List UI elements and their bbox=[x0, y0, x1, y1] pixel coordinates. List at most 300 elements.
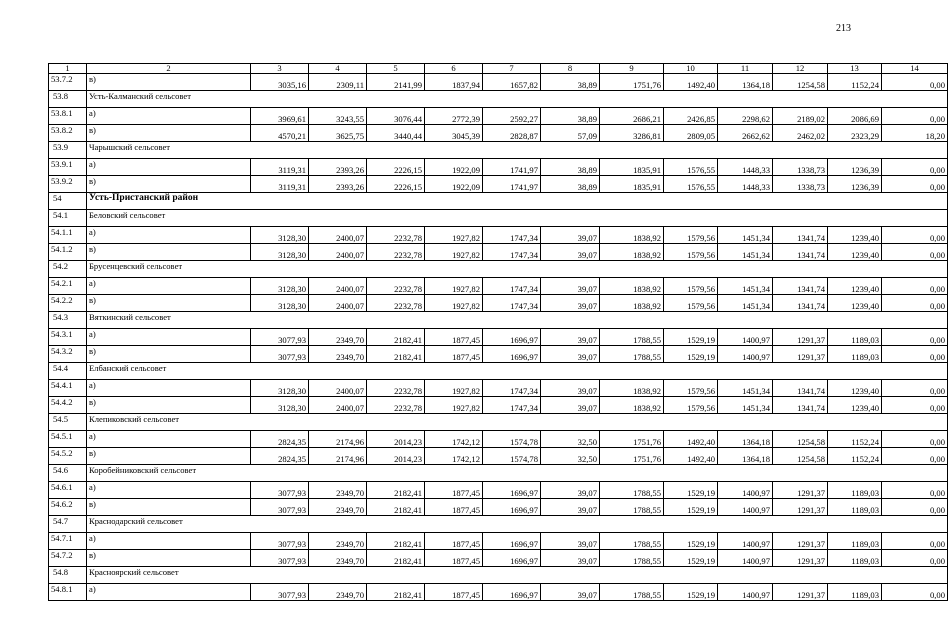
section-row bbox=[49, 363, 948, 380]
value-cell: 0,00 bbox=[882, 584, 948, 601]
value-cell: 39,07 bbox=[541, 329, 600, 346]
value-cell: 1835,91 bbox=[600, 176, 664, 193]
value-cell: 39,07 bbox=[541, 244, 600, 261]
value-cell: 1927,82 bbox=[425, 380, 483, 397]
row-code: 54.3.1 bbox=[49, 329, 87, 346]
value-cell: 1742,12 bbox=[425, 431, 483, 448]
value-cell: 3128,30 bbox=[251, 244, 309, 261]
value-cell: 1189,03 bbox=[828, 329, 882, 346]
value-cell: 3045,39 bbox=[425, 125, 483, 142]
value-cell: 2189,02 bbox=[773, 108, 828, 125]
value-cell: 1838,92 bbox=[600, 227, 664, 244]
value-cell: 2349,70 bbox=[309, 584, 367, 601]
district-title: Усть-Пристанский район bbox=[87, 193, 948, 210]
row-code: 54.1.1 bbox=[49, 227, 87, 244]
value-cell: 3128,30 bbox=[251, 397, 309, 414]
value-cell: 3128,30 bbox=[251, 278, 309, 295]
value-cell: 3035,16 bbox=[251, 74, 309, 91]
row-code: 54.2.2 bbox=[49, 295, 87, 312]
value-cell: 1341,74 bbox=[773, 380, 828, 397]
value-cell: 1788,55 bbox=[600, 499, 664, 516]
value-cell: 1838,92 bbox=[600, 244, 664, 261]
value-cell: 1579,56 bbox=[664, 295, 718, 312]
value-cell: 0,00 bbox=[882, 244, 948, 261]
value-cell: 1574,78 bbox=[483, 448, 541, 465]
value-cell: 2426,85 bbox=[664, 108, 718, 125]
table-row bbox=[49, 176, 948, 193]
value-cell: 1291,37 bbox=[773, 329, 828, 346]
row-label: в) bbox=[87, 74, 251, 91]
value-cell: 18,20 bbox=[882, 125, 948, 142]
value-cell: 1400,97 bbox=[718, 499, 773, 516]
value-cell: 3077,93 bbox=[251, 533, 309, 550]
row-code: 54.5.1 bbox=[49, 431, 87, 448]
value-cell: 39,07 bbox=[541, 550, 600, 567]
value-cell: 1152,24 bbox=[828, 448, 882, 465]
value-cell: 1927,82 bbox=[425, 397, 483, 414]
row-label: а) bbox=[87, 584, 251, 601]
row-code: 54.7.1 bbox=[49, 533, 87, 550]
row-code: 54.6 bbox=[49, 465, 87, 482]
value-cell: 1400,97 bbox=[718, 550, 773, 567]
value-cell: 1579,56 bbox=[664, 227, 718, 244]
value-cell: 2686,21 bbox=[600, 108, 664, 125]
value-cell: 0,00 bbox=[882, 329, 948, 346]
table-row bbox=[49, 431, 948, 448]
value-cell: 0,00 bbox=[882, 346, 948, 363]
row-code: 54.6.1 bbox=[49, 482, 87, 499]
value-cell: 0,00 bbox=[882, 176, 948, 193]
value-cell: 1291,37 bbox=[773, 482, 828, 499]
table-row bbox=[49, 584, 948, 601]
value-cell: 1529,19 bbox=[664, 329, 718, 346]
value-cell: 1400,97 bbox=[718, 533, 773, 550]
row-code: 54.6.2 bbox=[49, 499, 87, 516]
value-cell: 1451,34 bbox=[718, 244, 773, 261]
value-cell: 0,00 bbox=[882, 74, 948, 91]
value-cell: 2828,87 bbox=[483, 125, 541, 142]
value-cell: 39,07 bbox=[541, 482, 600, 499]
value-cell: 1838,92 bbox=[600, 278, 664, 295]
table-row bbox=[49, 550, 948, 567]
row-code: 54.4.2 bbox=[49, 397, 87, 414]
value-cell: 1579,56 bbox=[664, 380, 718, 397]
section-title: Краснодарский сельсовет bbox=[87, 516, 948, 533]
row-label: в) bbox=[87, 346, 251, 363]
value-cell: 39,07 bbox=[541, 533, 600, 550]
value-cell: 1451,34 bbox=[718, 227, 773, 244]
value-cell: 1696,97 bbox=[483, 584, 541, 601]
value-cell: 1451,34 bbox=[718, 278, 773, 295]
row-label: а) bbox=[87, 159, 251, 176]
value-cell: 1451,34 bbox=[718, 380, 773, 397]
value-cell: 1189,03 bbox=[828, 550, 882, 567]
value-cell: 1529,19 bbox=[664, 533, 718, 550]
value-cell: 2400,07 bbox=[309, 380, 367, 397]
value-cell: 1877,45 bbox=[425, 533, 483, 550]
value-cell: 2298,62 bbox=[718, 108, 773, 125]
row-label: а) bbox=[87, 227, 251, 244]
value-cell: 2174,96 bbox=[309, 448, 367, 465]
value-cell: 0,00 bbox=[882, 533, 948, 550]
value-cell: 2232,78 bbox=[367, 244, 425, 261]
table-row bbox=[49, 244, 948, 261]
section-title: Вяткинский сельсовет bbox=[87, 312, 948, 329]
value-cell: 1341,74 bbox=[773, 397, 828, 414]
value-cell: 3128,30 bbox=[251, 227, 309, 244]
value-cell: 0,00 bbox=[882, 380, 948, 397]
value-cell: 2400,07 bbox=[309, 397, 367, 414]
value-cell: 2662,62 bbox=[718, 125, 773, 142]
value-cell: 1400,97 bbox=[718, 584, 773, 601]
value-cell: 3969,61 bbox=[251, 108, 309, 125]
column-header: 13 bbox=[828, 64, 882, 74]
value-cell: 1747,34 bbox=[483, 380, 541, 397]
value-cell: 1254,58 bbox=[773, 74, 828, 91]
value-cell: 1742,12 bbox=[425, 448, 483, 465]
value-cell: 1579,56 bbox=[664, 278, 718, 295]
value-cell: 1239,40 bbox=[828, 278, 882, 295]
column-header: 7 bbox=[483, 64, 541, 74]
tariff-table bbox=[48, 63, 948, 601]
column-header: 2 bbox=[87, 64, 251, 74]
value-cell: 2014,23 bbox=[367, 448, 425, 465]
value-cell: 1400,97 bbox=[718, 329, 773, 346]
section-row bbox=[49, 414, 948, 431]
section-row bbox=[49, 312, 948, 329]
value-cell: 2824,35 bbox=[251, 448, 309, 465]
row-label: в) bbox=[87, 176, 251, 193]
value-cell: 2226,15 bbox=[367, 176, 425, 193]
value-cell: 3128,30 bbox=[251, 295, 309, 312]
column-header: 11 bbox=[718, 64, 773, 74]
value-cell: 39,07 bbox=[541, 380, 600, 397]
value-cell: 2232,78 bbox=[367, 397, 425, 414]
value-cell: 2809,05 bbox=[664, 125, 718, 142]
row-label: а) bbox=[87, 278, 251, 295]
value-cell: 0,00 bbox=[882, 159, 948, 176]
value-cell: 1492,40 bbox=[664, 448, 718, 465]
header-row bbox=[49, 64, 948, 74]
value-cell: 1576,55 bbox=[664, 159, 718, 176]
value-cell: 3119,31 bbox=[251, 176, 309, 193]
value-cell: 3077,93 bbox=[251, 329, 309, 346]
value-cell: 2232,78 bbox=[367, 227, 425, 244]
value-cell: 1189,03 bbox=[828, 584, 882, 601]
row-code: 54.1 bbox=[49, 210, 87, 227]
value-cell: 1788,55 bbox=[600, 346, 664, 363]
value-cell: 1189,03 bbox=[828, 499, 882, 516]
value-cell: 1529,19 bbox=[664, 584, 718, 601]
row-code: 54.7 bbox=[49, 516, 87, 533]
value-cell: 2174,96 bbox=[309, 431, 367, 448]
value-cell: 1529,19 bbox=[664, 346, 718, 363]
section-title: Коробейниковский сельсовет bbox=[87, 465, 948, 482]
value-cell: 2400,07 bbox=[309, 278, 367, 295]
value-cell: 0,00 bbox=[882, 108, 948, 125]
value-cell: 2400,07 bbox=[309, 244, 367, 261]
value-cell: 0,00 bbox=[882, 227, 948, 244]
table-row bbox=[49, 295, 948, 312]
value-cell: 1696,97 bbox=[483, 533, 541, 550]
value-cell: 1254,58 bbox=[773, 448, 828, 465]
value-cell: 1877,45 bbox=[425, 329, 483, 346]
value-cell: 1451,34 bbox=[718, 397, 773, 414]
value-cell: 1788,55 bbox=[600, 550, 664, 567]
value-cell: 0,00 bbox=[882, 482, 948, 499]
value-cell: 2309,11 bbox=[309, 74, 367, 91]
value-cell: 1922,09 bbox=[425, 176, 483, 193]
table-row bbox=[49, 397, 948, 414]
value-cell: 39,07 bbox=[541, 278, 600, 295]
value-cell: 1747,34 bbox=[483, 278, 541, 295]
value-cell: 32,50 bbox=[541, 431, 600, 448]
value-cell: 3128,30 bbox=[251, 380, 309, 397]
value-cell: 2182,41 bbox=[367, 550, 425, 567]
value-cell: 1189,03 bbox=[828, 346, 882, 363]
row-label: в) bbox=[87, 295, 251, 312]
row-label: а) bbox=[87, 380, 251, 397]
value-cell: 1696,97 bbox=[483, 346, 541, 363]
value-cell: 2349,70 bbox=[309, 499, 367, 516]
section-row bbox=[49, 91, 948, 108]
section-title: Елбанский сельсовет bbox=[87, 363, 948, 380]
row-label: а) bbox=[87, 533, 251, 550]
row-code: 53.9.2 bbox=[49, 176, 87, 193]
table-row bbox=[49, 482, 948, 499]
section-row bbox=[49, 465, 948, 482]
row-label: в) bbox=[87, 499, 251, 516]
value-cell: 1341,74 bbox=[773, 278, 828, 295]
table-row bbox=[49, 499, 948, 516]
column-header: 1 bbox=[49, 64, 87, 74]
value-cell: 38,89 bbox=[541, 176, 600, 193]
row-code: 54.4 bbox=[49, 363, 87, 380]
value-cell: 2141,99 bbox=[367, 74, 425, 91]
value-cell: 1239,40 bbox=[828, 244, 882, 261]
value-cell: 1657,82 bbox=[483, 74, 541, 91]
row-code: 53.8 bbox=[49, 91, 87, 108]
column-header: 10 bbox=[664, 64, 718, 74]
value-cell: 1741,97 bbox=[483, 159, 541, 176]
value-cell: 1236,39 bbox=[828, 176, 882, 193]
row-code: 53.8.2 bbox=[49, 125, 87, 142]
section-title: Чарышский сельсовет bbox=[87, 142, 948, 159]
value-cell: 1341,74 bbox=[773, 295, 828, 312]
row-code: 53.7.2 bbox=[49, 74, 87, 91]
value-cell: 2824,35 bbox=[251, 431, 309, 448]
value-cell: 1788,55 bbox=[600, 533, 664, 550]
section-row bbox=[49, 142, 948, 159]
value-cell: 0,00 bbox=[882, 397, 948, 414]
row-code: 54.2.1 bbox=[49, 278, 87, 295]
value-cell: 1152,24 bbox=[828, 74, 882, 91]
value-cell: 0,00 bbox=[882, 278, 948, 295]
value-cell: 3077,93 bbox=[251, 482, 309, 499]
value-cell: 32,50 bbox=[541, 448, 600, 465]
value-cell: 2014,23 bbox=[367, 431, 425, 448]
value-cell: 1338,73 bbox=[773, 159, 828, 176]
value-cell: 39,07 bbox=[541, 227, 600, 244]
value-cell: 1291,37 bbox=[773, 346, 828, 363]
value-cell: 1579,56 bbox=[664, 397, 718, 414]
value-cell: 1254,58 bbox=[773, 431, 828, 448]
value-cell: 39,07 bbox=[541, 499, 600, 516]
value-cell: 1152,24 bbox=[828, 431, 882, 448]
value-cell: 1696,97 bbox=[483, 499, 541, 516]
value-cell: 1492,40 bbox=[664, 431, 718, 448]
value-cell: 3077,93 bbox=[251, 584, 309, 601]
table-row bbox=[49, 278, 948, 295]
value-cell: 0,00 bbox=[882, 499, 948, 516]
value-cell: 38,89 bbox=[541, 108, 600, 125]
value-cell: 1788,55 bbox=[600, 482, 664, 499]
value-cell: 1877,45 bbox=[425, 482, 483, 499]
value-cell: 1579,56 bbox=[664, 244, 718, 261]
column-header: 12 bbox=[773, 64, 828, 74]
value-cell: 2182,41 bbox=[367, 584, 425, 601]
value-cell: 39,07 bbox=[541, 295, 600, 312]
page-number: 213 bbox=[836, 23, 851, 34]
value-cell: 1364,18 bbox=[718, 448, 773, 465]
value-cell: 1291,37 bbox=[773, 550, 828, 567]
value-cell: 39,07 bbox=[541, 397, 600, 414]
value-cell: 57,09 bbox=[541, 125, 600, 142]
value-cell: 1788,55 bbox=[600, 584, 664, 601]
value-cell: 1751,76 bbox=[600, 431, 664, 448]
column-header: 4 bbox=[309, 64, 367, 74]
value-cell: 1696,97 bbox=[483, 550, 541, 567]
section-title: Усть-Калманский сельсовет bbox=[87, 91, 948, 108]
value-cell: 2232,78 bbox=[367, 380, 425, 397]
value-cell: 1835,91 bbox=[600, 159, 664, 176]
row-label: а) bbox=[87, 329, 251, 346]
value-cell: 1189,03 bbox=[828, 533, 882, 550]
row-code: 54 bbox=[49, 193, 87, 210]
section-title: Клепиковский сельсовет bbox=[87, 414, 948, 431]
value-cell: 1291,37 bbox=[773, 584, 828, 601]
value-cell: 1364,18 bbox=[718, 431, 773, 448]
value-cell: 3119,31 bbox=[251, 159, 309, 176]
value-cell: 1448,33 bbox=[718, 159, 773, 176]
value-cell: 1788,55 bbox=[600, 329, 664, 346]
value-cell: 2393,26 bbox=[309, 159, 367, 176]
row-code: 54.5 bbox=[49, 414, 87, 431]
value-cell: 1529,19 bbox=[664, 550, 718, 567]
value-cell: 1838,92 bbox=[600, 295, 664, 312]
value-cell: 1877,45 bbox=[425, 584, 483, 601]
value-cell: 1741,97 bbox=[483, 176, 541, 193]
row-code: 54.7.2 bbox=[49, 550, 87, 567]
value-cell: 2182,41 bbox=[367, 329, 425, 346]
section-row bbox=[49, 210, 948, 227]
value-cell: 1291,37 bbox=[773, 499, 828, 516]
value-cell: 1574,78 bbox=[483, 431, 541, 448]
value-cell: 0,00 bbox=[882, 448, 948, 465]
row-code: 54.4.1 bbox=[49, 380, 87, 397]
value-cell: 1239,40 bbox=[828, 397, 882, 414]
value-cell: 1927,82 bbox=[425, 227, 483, 244]
value-cell: 1189,03 bbox=[828, 482, 882, 499]
table-row bbox=[49, 159, 948, 176]
row-code: 53.9 bbox=[49, 142, 87, 159]
value-cell: 39,07 bbox=[541, 584, 600, 601]
column-header: 6 bbox=[425, 64, 483, 74]
row-label: в) bbox=[87, 448, 251, 465]
value-cell: 1927,82 bbox=[425, 278, 483, 295]
value-cell: 1747,34 bbox=[483, 244, 541, 261]
value-cell: 1364,18 bbox=[718, 74, 773, 91]
column-header: 8 bbox=[541, 64, 600, 74]
row-code: 53.8.1 bbox=[49, 108, 87, 125]
value-cell: 2232,78 bbox=[367, 278, 425, 295]
value-cell: 2772,39 bbox=[425, 108, 483, 125]
value-cell: 1927,82 bbox=[425, 295, 483, 312]
value-cell: 1239,40 bbox=[828, 227, 882, 244]
row-code: 54.8 bbox=[49, 567, 87, 584]
value-cell: 2349,70 bbox=[309, 482, 367, 499]
value-cell: 2400,07 bbox=[309, 227, 367, 244]
value-cell: 2393,26 bbox=[309, 176, 367, 193]
value-cell: 3625,75 bbox=[309, 125, 367, 142]
value-cell: 1837,94 bbox=[425, 74, 483, 91]
row-label: в) bbox=[87, 125, 251, 142]
value-cell: 2400,07 bbox=[309, 295, 367, 312]
table-body bbox=[49, 64, 948, 601]
table-row bbox=[49, 108, 948, 125]
value-cell: 3243,55 bbox=[309, 108, 367, 125]
row-code: 54.5.2 bbox=[49, 448, 87, 465]
value-cell: 1529,19 bbox=[664, 499, 718, 516]
row-code: 54.8.1 bbox=[49, 584, 87, 601]
section-title: Беловский сельсовет bbox=[87, 210, 948, 227]
value-cell: 1341,74 bbox=[773, 244, 828, 261]
section-title: Брусенцевский сельсовет bbox=[87, 261, 948, 278]
value-cell: 3440,44 bbox=[367, 125, 425, 142]
section-row bbox=[49, 567, 948, 584]
row-label: в) bbox=[87, 397, 251, 414]
value-cell: 2086,69 bbox=[828, 108, 882, 125]
table-row bbox=[49, 125, 948, 142]
value-cell: 1492,40 bbox=[664, 74, 718, 91]
value-cell: 1747,34 bbox=[483, 227, 541, 244]
value-cell: 3077,93 bbox=[251, 499, 309, 516]
value-cell: 1747,34 bbox=[483, 295, 541, 312]
value-cell: 39,07 bbox=[541, 346, 600, 363]
value-cell: 1236,39 bbox=[828, 159, 882, 176]
value-cell: 1877,45 bbox=[425, 346, 483, 363]
value-cell: 1400,97 bbox=[718, 482, 773, 499]
table-row bbox=[49, 346, 948, 363]
table-row bbox=[49, 74, 948, 91]
value-cell: 1291,37 bbox=[773, 533, 828, 550]
value-cell: 1751,76 bbox=[600, 448, 664, 465]
row-code: 53.9.1 bbox=[49, 159, 87, 176]
value-cell: 1751,76 bbox=[600, 74, 664, 91]
value-cell: 0,00 bbox=[882, 431, 948, 448]
value-cell: 2323,29 bbox=[828, 125, 882, 142]
value-cell: 3077,93 bbox=[251, 550, 309, 567]
value-cell: 38,89 bbox=[541, 74, 600, 91]
value-cell: 1877,45 bbox=[425, 550, 483, 567]
table-row bbox=[49, 533, 948, 550]
row-label: в) bbox=[87, 550, 251, 567]
value-cell: 1529,19 bbox=[664, 482, 718, 499]
value-cell: 1338,73 bbox=[773, 176, 828, 193]
value-cell: 1922,09 bbox=[425, 159, 483, 176]
value-cell: 1838,92 bbox=[600, 380, 664, 397]
value-cell: 2182,41 bbox=[367, 482, 425, 499]
